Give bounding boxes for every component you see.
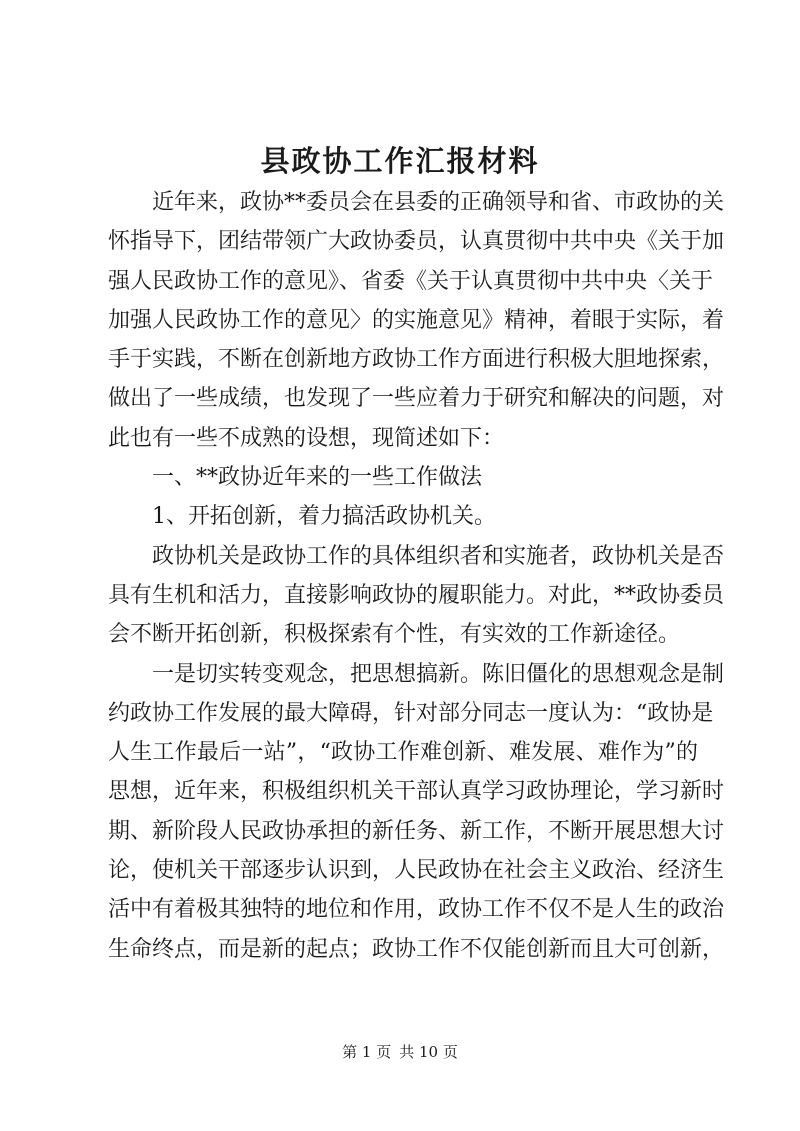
- body-line: 一、**政协近年来的一些工作做法: [152, 465, 483, 491]
- body-line: 手于实践，不断在创新地方政协工作方面进行积极大胆地探索，: [108, 347, 725, 373]
- body-line: 论，使机关干部逐步认识到，人民政协在社会主义政治、经济生: [108, 858, 725, 884]
- body-line: 加强人民政协工作的意见〉的实施意见》精神，着眼于实际，着: [108, 307, 725, 333]
- body-line: 思想，近年来，积极组织机关干部认真学习政协理论，学习新时: [108, 779, 725, 805]
- body-line: 会不断开拓创新，积极探索有个性，有实效的工作新途径。: [108, 622, 681, 648]
- body-line: 人生工作最后一站”，“政协工作难创新、难发展、难作为”的: [108, 740, 698, 766]
- body-line: 怀指导下，团结带领广大政协委员，认真贯彻中共中央《关于加: [108, 229, 725, 255]
- document-title: 县政协工作汇报材料: [260, 144, 540, 178]
- body-line: 近年来，政协**委员会在县委的正确领导和省、市政协的关: [152, 190, 725, 215]
- body-line: 政协机关是政协工作的具体组织者和实施者，政协机关是否: [152, 543, 725, 569]
- body-line: 强人民政协工作的意见》、省委《关于认真贯彻中共中央〈关于: [108, 268, 714, 294]
- body-line: 1、开拓创新，着力搞活政协机关。: [152, 504, 496, 530]
- document-body: [108, 183, 725, 969]
- page-total: 共 10 页: [399, 1043, 458, 1061]
- page-number: 第 1 页: [342, 1043, 392, 1061]
- body-line: 活中有着极其独特的地位和作用，政协工作不仅不是人生的政治: [108, 897, 725, 923]
- body-line: 一是切实转变观念，把思想搞新。陈旧僵化的思想观念是制: [152, 661, 725, 687]
- body-line: 此也有一些不成熟的设想，现简述如下：: [108, 425, 505, 451]
- body-line: 具有生机和活力，直接影响政协的履职能力。对此，**政协委员: [108, 582, 725, 608]
- body-line: 期、新阶段人民政协承担的新任务、新工作，不断开展思想大讨: [108, 818, 725, 844]
- body-line: 约政协工作发展的最大障碍，针对部分同志一度认为：“政协是: [108, 700, 714, 726]
- body-line: 做出了一些成绩，也发现了一些应着力于研究和解决的问题，对: [108, 386, 725, 412]
- body-line: 生命终点，而是新的起点；政协工作不仅能创新而且大可创新，: [108, 936, 725, 962]
- page-footer: [0, 1042, 800, 1062]
